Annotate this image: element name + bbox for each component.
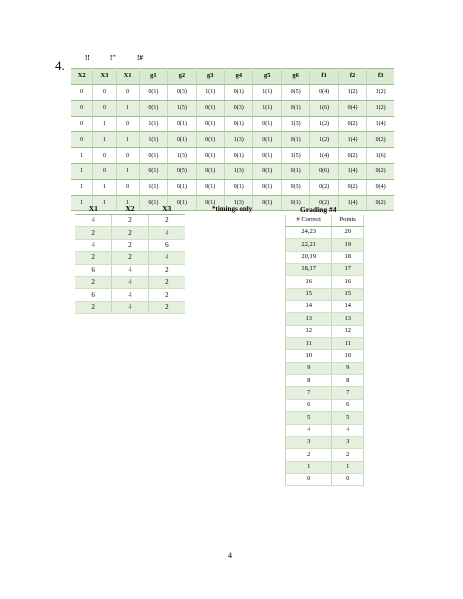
table-row — [286, 276, 364, 288]
table-cell: 2 — [112, 239, 149, 251]
column-header: g6 — [281, 69, 309, 85]
table-cell: 10 — [332, 350, 364, 362]
column-header: g4 — [225, 69, 253, 85]
table-row — [286, 264, 364, 276]
x-values-table — [75, 204, 185, 314]
table-cell: 0(1) — [168, 179, 196, 195]
table-cell: 2 — [286, 449, 332, 461]
table-cell: 6 — [148, 239, 185, 251]
column-header: f3 — [367, 69, 394, 85]
table-cell: 0(1) — [225, 116, 253, 132]
table-row — [286, 375, 364, 387]
table-row — [286, 424, 364, 436]
table-cell: 1 — [116, 195, 139, 211]
table-cell: 9 — [286, 362, 332, 374]
table-cell: 1 — [93, 179, 116, 195]
column-header: f1 — [310, 69, 338, 85]
truth-table-body — [71, 85, 394, 211]
table-cell: 0 — [116, 148, 139, 164]
table-cell: 0(1) — [253, 179, 281, 195]
table-row — [286, 350, 364, 362]
table-row — [286, 399, 364, 411]
table-cell: 0(2) — [310, 195, 338, 211]
table-cell: 1(1) — [253, 85, 281, 101]
table-cell: 0(1) — [196, 116, 224, 132]
table-row — [286, 338, 364, 350]
grading-header — [286, 215, 364, 227]
table-cell: 0(4) — [338, 100, 366, 116]
table-cell: 0(1) — [196, 132, 224, 148]
table-cell: 3 — [286, 436, 332, 448]
table-cell: 0 — [93, 148, 116, 164]
table-cell: 1 — [71, 148, 93, 164]
table-cell: 0(1) — [281, 100, 309, 116]
table-cell: 12 — [332, 325, 364, 337]
table-cell: 3 — [332, 436, 364, 448]
table-cell: 0(1) — [196, 148, 224, 164]
table-cell: 12 — [286, 325, 332, 337]
table-cell: 4 — [148, 227, 185, 239]
table-cell: 1(4) — [310, 148, 338, 164]
table-cell: 0 — [116, 85, 139, 101]
table-cell: 0 — [332, 473, 364, 485]
table-cell: 1(3) — [281, 116, 309, 132]
table-row — [75, 227, 185, 239]
table-cell: 1(1) — [139, 116, 167, 132]
timings-note: *timings only — [212, 205, 253, 213]
column-header: # Correct — [286, 215, 332, 227]
column-header: X1 — [116, 69, 139, 85]
table-cell: 0(1) — [281, 195, 309, 211]
table-cell: 2 — [332, 449, 364, 461]
question-number: 4. — [55, 58, 65, 73]
column-header: X1 — [75, 204, 112, 215]
x-values-header — [75, 204, 185, 215]
table-cell: 0(1) — [281, 132, 309, 148]
table-cell: 0(1) — [139, 195, 167, 211]
column-header: g3 — [196, 69, 224, 85]
table-cell: 2 — [75, 301, 112, 313]
table-cell: 0(2) — [367, 195, 394, 211]
column-header: X3 — [148, 204, 185, 215]
table-row — [75, 215, 185, 227]
table-row — [286, 461, 364, 473]
table-cell: 0(1) — [196, 163, 224, 179]
table-row — [286, 412, 364, 424]
table-cell: 4 — [332, 424, 364, 436]
table-cell: 14 — [332, 301, 364, 313]
table-cell: 0(1) — [139, 85, 167, 101]
table-cell: 7 — [286, 387, 332, 399]
table-cell: 0(1) — [225, 179, 253, 195]
table-cell: 0(5) — [168, 163, 196, 179]
table-cell: 1(1) — [253, 100, 281, 116]
table-cell: 16 — [332, 276, 364, 288]
table-row — [286, 362, 364, 374]
table-cell: 1(2) — [338, 85, 366, 101]
table-cell: 6 — [75, 264, 112, 276]
column-header: X3 — [93, 69, 116, 85]
table-cell: 2 — [148, 215, 185, 227]
table-cell: 0(1) — [253, 132, 281, 148]
table-cell: 0(2) — [338, 179, 366, 195]
table-cell: 0(1) — [253, 116, 281, 132]
column-header: f2 — [338, 69, 366, 85]
table-cell: 1(6) — [367, 148, 394, 164]
table-cell: 1(5) — [168, 100, 196, 116]
table-cell: 13 — [286, 313, 332, 325]
table-row — [71, 100, 394, 116]
table-row — [71, 179, 394, 195]
table-cell: 24,23 — [286, 227, 332, 239]
table-cell: 1(1) — [139, 179, 167, 195]
table-cell: 2 — [112, 252, 149, 264]
table-cell: 0 — [93, 100, 116, 116]
table-cell: 1(5) — [281, 148, 309, 164]
column-header: g2 — [168, 69, 196, 85]
table-cell: 6 — [332, 399, 364, 411]
table-cell: 1(2) — [367, 85, 394, 101]
table-cell: 10 — [286, 350, 332, 362]
table-row — [71, 116, 394, 132]
table-cell: 2 — [112, 227, 149, 239]
table-row — [286, 436, 364, 448]
table-cell: 0(1) — [225, 148, 253, 164]
table-cell: 0(2) — [338, 116, 366, 132]
table-cell: 0(1) — [139, 163, 167, 179]
table-cell: 2 — [75, 276, 112, 288]
table-cell: 1 — [71, 163, 93, 179]
table-cell: 0 — [71, 132, 93, 148]
table-cell: 6 — [75, 289, 112, 301]
page-number: 4 — [228, 551, 232, 560]
table-cell: 18,17 — [286, 264, 332, 276]
table-row — [75, 264, 185, 276]
table-row — [286, 313, 364, 325]
table-row — [286, 301, 364, 313]
table-cell: 0(1) — [196, 100, 224, 116]
table-cell: 1(2) — [367, 100, 394, 116]
table-cell: 4 — [112, 301, 149, 313]
table-row — [71, 85, 394, 101]
table-cell: 1(4) — [338, 132, 366, 148]
table-cell: 0(1) — [253, 163, 281, 179]
table-cell: 4 — [286, 424, 332, 436]
table-row — [71, 132, 394, 148]
table-cell: 14 — [286, 301, 332, 313]
table-cell: 1(6) — [310, 100, 338, 116]
table-cell: 0(3) — [225, 100, 253, 116]
table-cell: 0(2) — [310, 179, 338, 195]
table-cell: 2 — [148, 276, 185, 288]
table-cell: 0(1) — [196, 195, 224, 211]
table-cell: 1 — [71, 195, 93, 211]
table-cell: 0(1) — [168, 132, 196, 148]
grading-title: Grading #4 — [300, 205, 337, 214]
table-row — [286, 325, 364, 337]
table-cell: 0(1) — [225, 85, 253, 101]
grading-table — [285, 215, 364, 486]
table-cell: 11 — [286, 338, 332, 350]
table-cell: 1 — [116, 100, 139, 116]
table-cell: 1 — [116, 132, 139, 148]
table-cell: 4 — [75, 239, 112, 251]
column-header: g1 — [139, 69, 167, 85]
truth-table-header — [71, 69, 394, 85]
table-cell: 2 — [148, 301, 185, 313]
table-cell: 1(3) — [225, 163, 253, 179]
mark-3: !# — [137, 54, 143, 62]
table-cell: 0(1) — [139, 148, 167, 164]
table-cell: 4 — [112, 276, 149, 288]
table-cell: 0(2) — [367, 132, 394, 148]
table-cell: 0(5) — [281, 85, 309, 101]
table-cell: 0(1) — [281, 163, 309, 179]
truth-table — [71, 68, 394, 211]
table-cell: 4 — [112, 289, 149, 301]
table-cell: 0 — [116, 179, 139, 195]
table-cell: 1 — [332, 461, 364, 473]
table-row — [75, 239, 185, 251]
table-cell: 22,21 — [286, 239, 332, 251]
table-row — [286, 449, 364, 461]
table-cell: 2 — [148, 264, 185, 276]
table-cell: 1 — [286, 461, 332, 473]
table-cell: 0(1) — [168, 195, 196, 211]
table-cell: 11 — [332, 338, 364, 350]
table-row — [286, 387, 364, 399]
table-cell: 1 — [93, 132, 116, 148]
table-cell: 18 — [332, 251, 364, 263]
table-row — [286, 227, 364, 239]
table-cell: 0 — [286, 473, 332, 485]
table-row — [286, 251, 364, 263]
table-cell: 1(4) — [338, 163, 366, 179]
table-cell: 1 — [71, 179, 93, 195]
table-cell: 0 — [71, 85, 93, 101]
table-cell: 0 — [93, 85, 116, 101]
table-cell: 0 — [71, 100, 93, 116]
table-cell: 17 — [332, 264, 364, 276]
x-values-body — [75, 215, 185, 314]
table-cell: 2 — [75, 227, 112, 239]
table-cell: 0(1) — [139, 100, 167, 116]
table-cell: 9 — [332, 362, 364, 374]
table-cell: 0(3) — [168, 85, 196, 101]
table-cell: 1(2) — [310, 132, 338, 148]
table-cell: 0(1) — [253, 195, 281, 211]
column-header: X2 — [112, 204, 149, 215]
table-cell: 1(4) — [367, 116, 394, 132]
table-row — [75, 289, 185, 301]
table-cell: 0 — [116, 116, 139, 132]
table-cell: 1(4) — [338, 195, 366, 211]
table-cell: 1(3) — [168, 148, 196, 164]
table-cell: 0(4) — [367, 179, 394, 195]
table-cell: 1 — [93, 195, 116, 211]
table-row — [71, 163, 394, 179]
table-cell: 0(2) — [367, 163, 394, 179]
table-row — [286, 288, 364, 300]
table-cell: 5 — [332, 412, 364, 424]
table-cell: 1(3) — [225, 195, 253, 211]
table-row — [75, 252, 185, 264]
grading-body — [286, 227, 364, 486]
table-cell: 1(2) — [310, 116, 338, 132]
mark-1: !! — [85, 54, 90, 62]
table-cell: 2 — [75, 252, 112, 264]
table-row — [286, 239, 364, 251]
table-cell: 6 — [286, 399, 332, 411]
table-cell: 4 — [112, 264, 149, 276]
table-cell: 1 — [116, 163, 139, 179]
table-cell: 20,19 — [286, 251, 332, 263]
table-cell: 0(6) — [310, 163, 338, 179]
table-cell: 0(2) — [338, 148, 366, 164]
mark-2: !" — [110, 54, 117, 62]
table-row — [75, 276, 185, 288]
table-cell: 0(4) — [310, 85, 338, 101]
table-cell: 8 — [286, 375, 332, 387]
table-cell: 15 — [286, 288, 332, 300]
column-header: X2 — [71, 69, 93, 85]
table-cell: 2 — [148, 289, 185, 301]
table-cell: 0(1) — [168, 116, 196, 132]
table-cell: 20 — [332, 227, 364, 239]
table-cell: 1(1) — [196, 85, 224, 101]
table-cell: 1 — [93, 116, 116, 132]
table-cell: 13 — [332, 313, 364, 325]
table-cell: 1(3) — [225, 132, 253, 148]
table-row — [75, 301, 185, 313]
table-cell: 0 — [71, 116, 93, 132]
table-row — [71, 148, 394, 164]
table-cell: 0 — [93, 163, 116, 179]
column-header: g5 — [253, 69, 281, 85]
table-cell: 5 — [286, 412, 332, 424]
table-cell: 7 — [332, 387, 364, 399]
table-cell: 0(1) — [196, 179, 224, 195]
table-cell: 4 — [148, 252, 185, 264]
table-cell: 0(1) — [253, 148, 281, 164]
table-cell: 2 — [112, 215, 149, 227]
table-cell: 19 — [332, 239, 364, 251]
table-cell: 15 — [332, 288, 364, 300]
table-cell: 4 — [75, 215, 112, 227]
column-header: Points — [332, 215, 364, 227]
table-cell: 8 — [332, 375, 364, 387]
table-cell: 1(1) — [139, 132, 167, 148]
table-cell: 0(3) — [281, 179, 309, 195]
table-cell: 16 — [286, 276, 332, 288]
table-row — [286, 473, 364, 485]
